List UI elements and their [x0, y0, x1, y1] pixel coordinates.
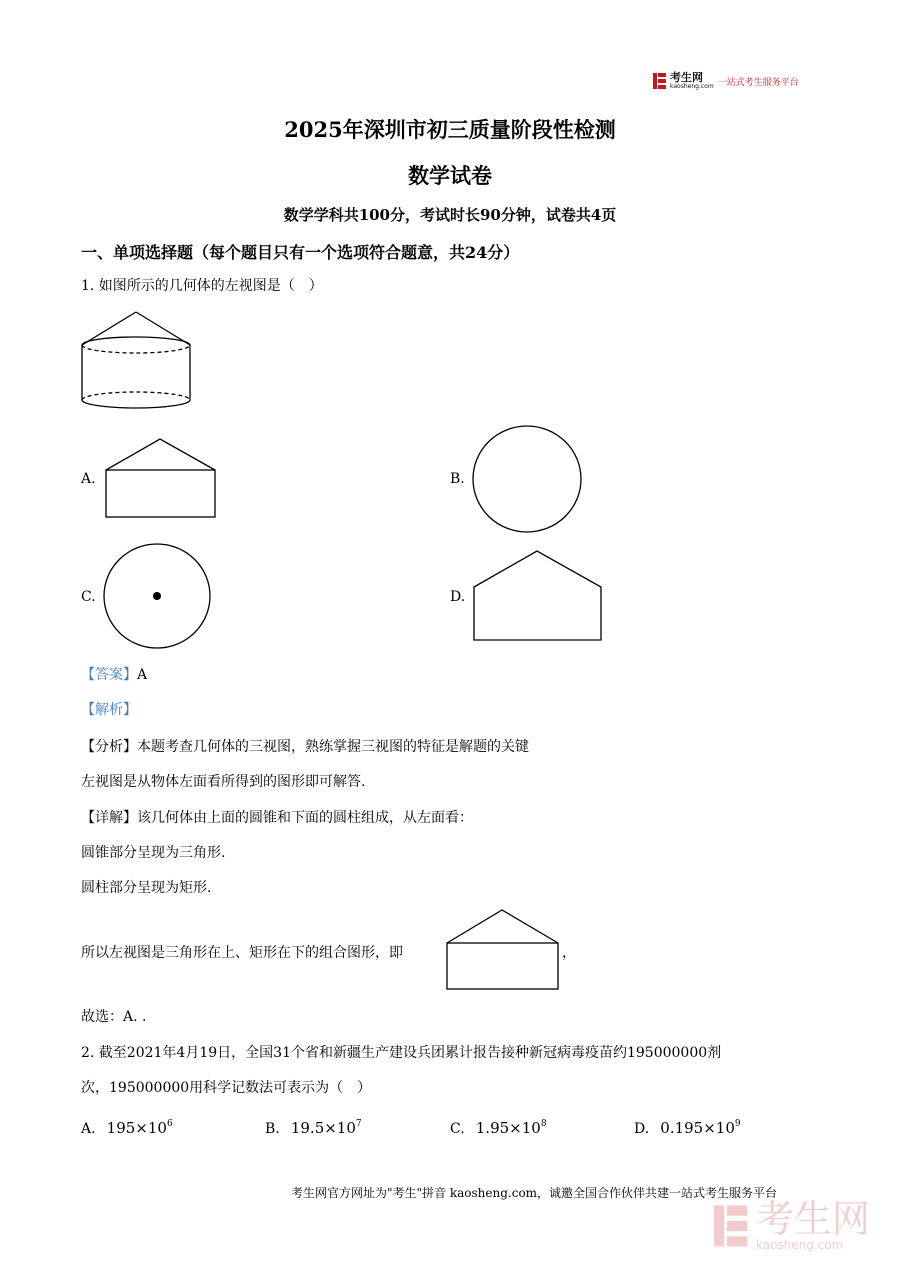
- watermark-brand: 考生网: [755, 1197, 870, 1241]
- xiangjie-text: 该几何体由上面的圆锥和下面的圆柱组成，从左面看：: [137, 810, 473, 826]
- q2-option-a-label: A.: [81, 1121, 96, 1137]
- xiangjie-line: [81, 807, 473, 827]
- option-d-figure: [470, 547, 606, 645]
- question-1-solid-figure: [75, 305, 200, 415]
- section-heading: 一、单项选择题（每个题目只有一个选项符合题意，共24分）: [81, 243, 520, 262]
- q2-option-a: [81, 1118, 173, 1137]
- analysis-line-6: 所以左视图是三角形在上、矩形在下的组合图形，即: [81, 945, 403, 961]
- analysis-label: 【解析】: [81, 702, 137, 718]
- option-c-figure: [101, 543, 215, 653]
- brand-domain: kaosheng.com: [670, 83, 714, 90]
- fenxi-text: 本题考查几何体的三视图，熟练掌握三视图的特征是解题的关键: [137, 739, 529, 755]
- analysis-line-4: 圆锥部分呈现为三角形.: [81, 845, 226, 861]
- answer-value: A: [137, 667, 148, 683]
- option-b-figure: [470, 424, 586, 536]
- brand-logo: [653, 72, 799, 90]
- answer-line: [81, 664, 147, 684]
- watermark: [714, 1197, 870, 1252]
- answer-label: 【答案】: [81, 667, 137, 683]
- question-2-stem-line-2: 次，195000000用科学记数法可表示为（ ）: [81, 1080, 372, 1096]
- question-1-stem: 1. 如图所示的几何体的左视图是（ ）: [81, 278, 323, 294]
- option-a-label: A.: [81, 471, 96, 487]
- watermark-logo-icon: [714, 1201, 750, 1251]
- xiangjie-label: 【详解】: [81, 810, 137, 826]
- q2-option-c: [450, 1118, 547, 1137]
- analysis-line-6-end: ，: [562, 945, 576, 961]
- question-2-stem-line-1: 2. 截至2021年4月19日，全国31个省和新疆生产建设兵团累计报告接种新冠病毒疫苗约195000000剂: [81, 1045, 722, 1061]
- exam-info: 数学学科共100分，考试时长90分钟，试卷共4页: [283, 206, 617, 224]
- q2-option-b: [265, 1118, 362, 1137]
- kaosheng-logo-icon: [653, 72, 667, 90]
- option-b-label: B.: [450, 471, 465, 487]
- brand-slogan: 一站式考生服务平台: [717, 77, 799, 88]
- analysis-line-2: 左视图是从物体左面看所得到的图形即可解答.: [81, 774, 366, 790]
- conclusion: 故选：A. .: [81, 1009, 147, 1025]
- option-a-figure: [102, 436, 222, 522]
- footer-text: 考生网官方网址为"考生"拼音 kaosheng.com，诚邀全国合作伙伴共建一站式考生服务平台: [291, 1186, 778, 1200]
- q2-option-c-label: C.: [450, 1121, 465, 1137]
- q2-option-b-label: B.: [265, 1121, 280, 1137]
- q2-option-b-value: $19.5\times 10^7$: [290, 1119, 362, 1137]
- fenxi-line: [81, 736, 529, 756]
- inline-answer-figure: [444, 907, 562, 993]
- fenxi-label: 【分析】: [81, 739, 137, 755]
- page-subtitle: 数学试卷: [408, 163, 492, 188]
- q2-option-a-value: $195\times 10^6$: [106, 1119, 173, 1137]
- q2-option-d-label: D.: [634, 1121, 650, 1137]
- option-d-label: D.: [450, 589, 466, 605]
- option-c-label: C.: [81, 589, 96, 605]
- page-title: 2025年深圳市初三质量阶段性检测: [284, 117, 616, 142]
- analysis-line-5: 圆柱部分呈现为矩形.: [81, 880, 212, 896]
- watermark-domain: kaosheng.com: [755, 1238, 844, 1252]
- q2-option-c-value: $1.95\times 10^8$: [475, 1119, 547, 1137]
- q2-option-d-value: $0.195\times 10^9$: [660, 1119, 741, 1137]
- brand-name: 考生网: [670, 71, 703, 84]
- q2-option-d: [634, 1118, 741, 1137]
